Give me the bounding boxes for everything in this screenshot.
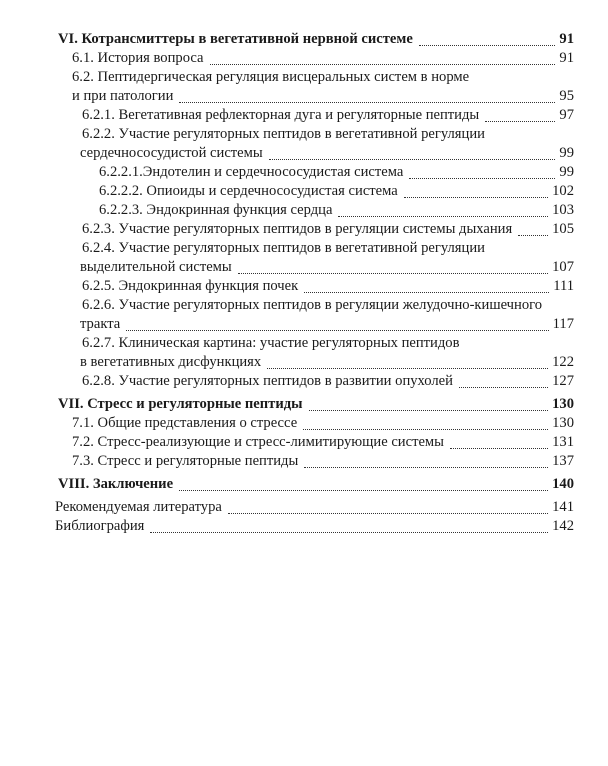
- toc-dot-leader: [150, 517, 548, 533]
- toc-entry-title: 6.2.5. Эндокринная функция почек: [82, 278, 299, 294]
- toc-dot-leader: [238, 258, 548, 274]
- toc-dot-leader: [404, 182, 548, 198]
- toc-entry: [0, 395, 608, 414]
- toc-entry-title: 6.2.2.1.Эндотелин и сердечнососудистая система: [99, 164, 404, 180]
- toc-page-number: 95: [559, 88, 574, 104]
- toc-page-number: 107: [552, 259, 574, 275]
- toc-entry-title: в вегетативных дисфункциях: [80, 354, 262, 370]
- toc-entry-title: 6.2.2. Участие регуляторных пептидов в вегетативной регуляции: [82, 126, 485, 142]
- toc-entry: [0, 475, 608, 494]
- toc-page-number: 91: [559, 50, 574, 66]
- toc-dot-leader: [485, 106, 555, 122]
- toc-page-number: 102: [552, 183, 574, 199]
- toc-dot-leader: [228, 498, 548, 514]
- toc-entry-title: 6.2.3. Участие регуляторных пептидов в регуляции системы дыхания: [82, 221, 513, 237]
- toc-entry: [0, 498, 608, 517]
- toc-dot-leader: [309, 395, 548, 411]
- toc-entry-title: 6.2.2.3. Эндокринная функция сердца: [99, 202, 333, 218]
- toc-page-number: 105: [552, 221, 574, 237]
- toc-page-number: 103: [552, 202, 574, 218]
- toc-page-number: 122: [552, 354, 574, 370]
- toc-dot-leader: [267, 353, 548, 369]
- toc-entry-title: 7.1. Общие представления о стрессе: [72, 415, 298, 431]
- toc-page-number: 97: [559, 107, 574, 123]
- toc-page-number: 137: [552, 453, 574, 469]
- toc-dot-leader: [304, 277, 549, 293]
- toc-entry: [0, 239, 608, 258]
- toc-entry-title: Рекомендуемая литература: [55, 499, 222, 515]
- toc-entry: [0, 353, 608, 372]
- toc-dot-leader: [210, 49, 555, 65]
- toc-dot-leader: [303, 414, 548, 430]
- toc-entry-title: 6.2.2.2. Опиоиды и сердечнососудистая система: [99, 183, 398, 199]
- toc-entry-title: Библиография: [55, 518, 145, 534]
- toc-page-number: 117: [552, 316, 574, 332]
- toc-entry: [0, 144, 608, 163]
- toc-entry-title: VII. Стресс и регуляторные пептиды: [58, 396, 303, 412]
- toc-entry-title: тракта: [80, 316, 121, 332]
- toc-page-number: 99: [559, 145, 574, 161]
- toc-page-number: 99: [559, 164, 574, 180]
- toc-dot-leader: [450, 433, 548, 449]
- toc-entry-title: сердечнососудистой системы: [80, 145, 263, 161]
- toc-entry: [0, 30, 608, 49]
- toc-page-number: 131: [552, 434, 574, 450]
- toc-page-number: 130: [552, 415, 574, 431]
- toc-entry-title: 6.2.8. Участие регуляторных пептидов в развитии опухолей: [82, 373, 453, 389]
- toc-entry-title: 6.2.7. Клиническая картина: участие регуляторных пептидов: [82, 335, 460, 351]
- toc-page-number: 130: [552, 396, 574, 412]
- toc-entry: [0, 87, 608, 106]
- toc-entry: [0, 163, 608, 182]
- toc-page-number: 127: [552, 373, 574, 389]
- toc-page-number: 141: [552, 499, 574, 515]
- table-of-contents: [0, 30, 608, 536]
- toc-entry: [0, 517, 608, 536]
- toc-dot-leader: [419, 30, 555, 46]
- toc-page-number: 142: [552, 518, 574, 534]
- toc-dot-leader: [179, 475, 548, 491]
- toc-page-number: 140: [552, 476, 574, 492]
- toc-entry: [0, 433, 608, 452]
- toc-entry-title: 6.2.1. Вегетативная рефлекторная дуга и регуляторные пептиды: [82, 107, 480, 123]
- toc-entry-title: и при патологии: [72, 88, 174, 104]
- toc-dot-leader: [338, 201, 548, 217]
- toc-entry: [0, 182, 608, 201]
- toc-entry: [0, 201, 608, 220]
- toc-entry: [0, 334, 608, 353]
- toc-entry-title: VI. Котрансмиттеры в вегетативной нервной системе: [58, 31, 413, 47]
- toc-dot-leader: [179, 87, 555, 103]
- toc-entry: [0, 315, 608, 334]
- toc-dot-leader: [518, 220, 548, 236]
- toc-dot-leader: [409, 163, 555, 179]
- toc-entry: [0, 49, 608, 68]
- toc-entry: [0, 125, 608, 144]
- toc-page-number: 111: [553, 278, 574, 294]
- toc-entry-title: 6.2. Пептидергическая регуляция висцеральных систем в норме: [72, 69, 470, 85]
- toc-dot-leader: [304, 452, 548, 468]
- toc-entry: [0, 277, 608, 296]
- toc-page-number: 91: [559, 31, 574, 47]
- toc-entry: [0, 372, 608, 391]
- toc-entry: [0, 452, 608, 471]
- toc-entry-title: 6.2.6. Участие регуляторных пептидов в регуляции желудочно-кишечного: [82, 297, 543, 313]
- toc-entry: [0, 258, 608, 277]
- toc-dot-leader: [126, 315, 549, 331]
- toc-entry: [0, 220, 608, 239]
- toc-entry-title: 6.2.4. Участие регуляторных пептидов в вегетативной регуляции: [82, 240, 485, 256]
- toc-entry: [0, 68, 608, 87]
- toc-dot-leader: [269, 144, 555, 160]
- toc-entry-title: 7.2. Стресс-реализующие и стресс-лимитирующие системы: [72, 434, 444, 450]
- toc-entry-title: VIII. Заключение: [58, 476, 174, 492]
- toc-entry-title: выделительной системы: [80, 259, 232, 275]
- toc-entry: [0, 414, 608, 433]
- toc-entry: [0, 296, 608, 315]
- toc-entry: [0, 106, 608, 125]
- toc-entry-title: 6.1. История вопроса: [72, 50, 204, 66]
- toc-entry-title: 7.3. Стресс и регуляторные пептиды: [72, 453, 299, 469]
- toc-dot-leader: [459, 372, 548, 388]
